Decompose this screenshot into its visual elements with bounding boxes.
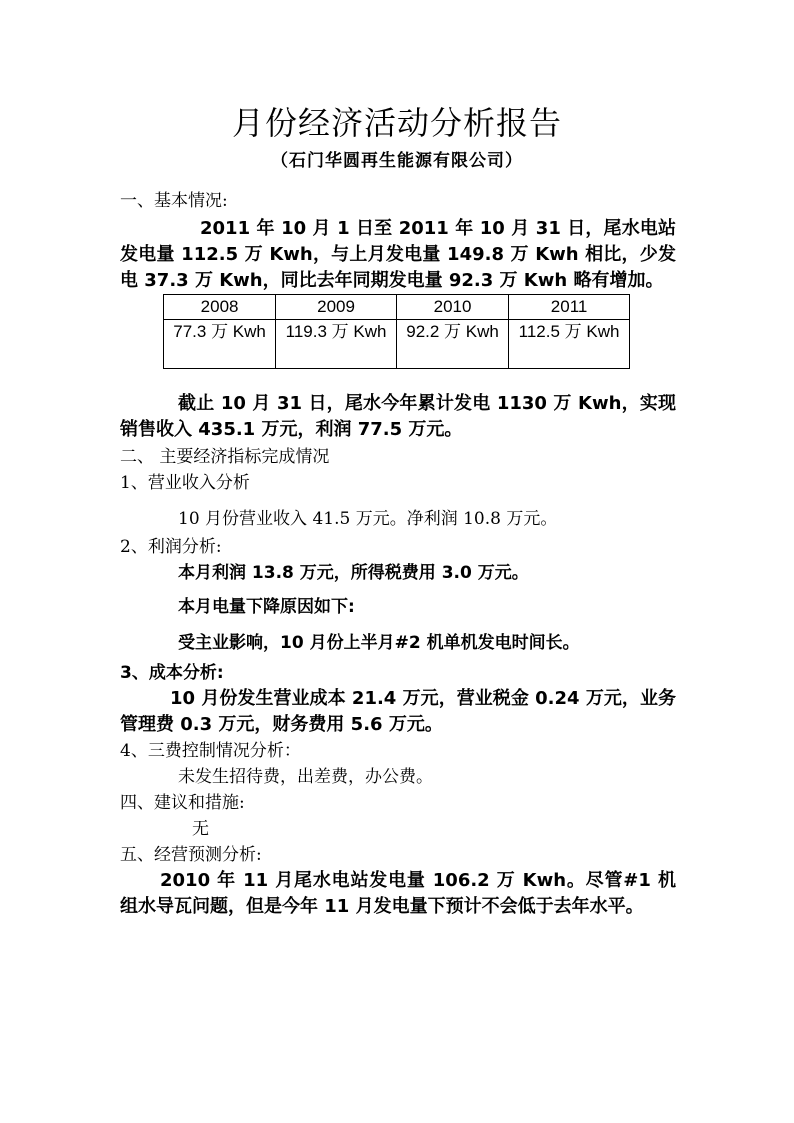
revenue-text: 10 月份营业收入 41.5 万元。净利润 10.8 万元。	[178, 509, 558, 529]
cost-heading: 3、成本分析:	[120, 663, 224, 683]
company-subtitle: （石门华圆再生能源有限公司）	[271, 151, 523, 171]
section1-heading: 一、基本情况:	[120, 191, 228, 211]
profit-text: 本月利润 13.8 万元，所得税费用 3.0 万元。	[178, 563, 529, 583]
section1-paragraph2: 截止 10 月 31 日，尾水今年累计发电 1130 万 Kwh，实现销售收入 435.1 万元，利润 77.5 万元。	[120, 393, 676, 440]
reason-text: 受主业影响，10 月份上半月#2 机单机发电时间长。	[178, 633, 580, 653]
table-year-cell: 2008	[164, 295, 276, 320]
section1-paragraph: 2011 年 10 月 1 日至 2011 年 10 月 31 日，尾水电站发电量 112.5 万 Kwh，与上月发电量 149.8 万 Kwh 相比，少发电 37.3 万 Kwh，同比去年同期发电量 92.3 万 Kwh 略有增加。	[120, 218, 676, 291]
generation-table	[163, 294, 630, 369]
reason-heading: 本月电量下降原因如下:	[178, 597, 355, 617]
profit-heading: 2、利润分析:	[120, 537, 222, 557]
section5-text: 2010 年 11 月尾水电站发电量 106.2 万 Kwh。尽管#1 机组水导瓦问题，但是今年 11 月发电量下预计不会低于去年水平。	[120, 870, 676, 917]
table-value-cell: 77.3 万 Kwh	[164, 320, 276, 369]
table-year-cell: 2011	[509, 295, 630, 320]
table-value-cell: 119.3 万 Kwh	[276, 320, 397, 369]
expense-heading: 4、三费控制情况分析：	[120, 741, 301, 761]
section2-heading: 二、 主要经济指标完成情况	[120, 447, 330, 467]
table-value-cell: 92.2 万 Kwh	[396, 320, 508, 369]
section5-heading: 五、经营预测分析:	[120, 845, 262, 865]
table-year-cell: 2010	[396, 295, 508, 320]
table-header-row	[164, 295, 630, 320]
report-title: 月份经济活动分析报告	[231, 104, 562, 142]
table-year-cell: 2009	[276, 295, 397, 320]
table-value-row	[164, 320, 630, 369]
expense-text: 未发生招待费，出差费，办公费。	[178, 767, 433, 787]
table-value-cell: 112.5 万 Kwh	[509, 320, 630, 369]
cost-text: 10 月份发生营业成本 21.4 万元，营业税金 0.24 万元，业务管理费 0.3 万元，财务费用 5.6 万元。	[120, 688, 676, 735]
section4-heading: 四、建议和措施:	[120, 793, 245, 813]
revenue-heading: 1、营业收入分析	[120, 473, 250, 493]
section4-text: 无	[192, 819, 209, 839]
